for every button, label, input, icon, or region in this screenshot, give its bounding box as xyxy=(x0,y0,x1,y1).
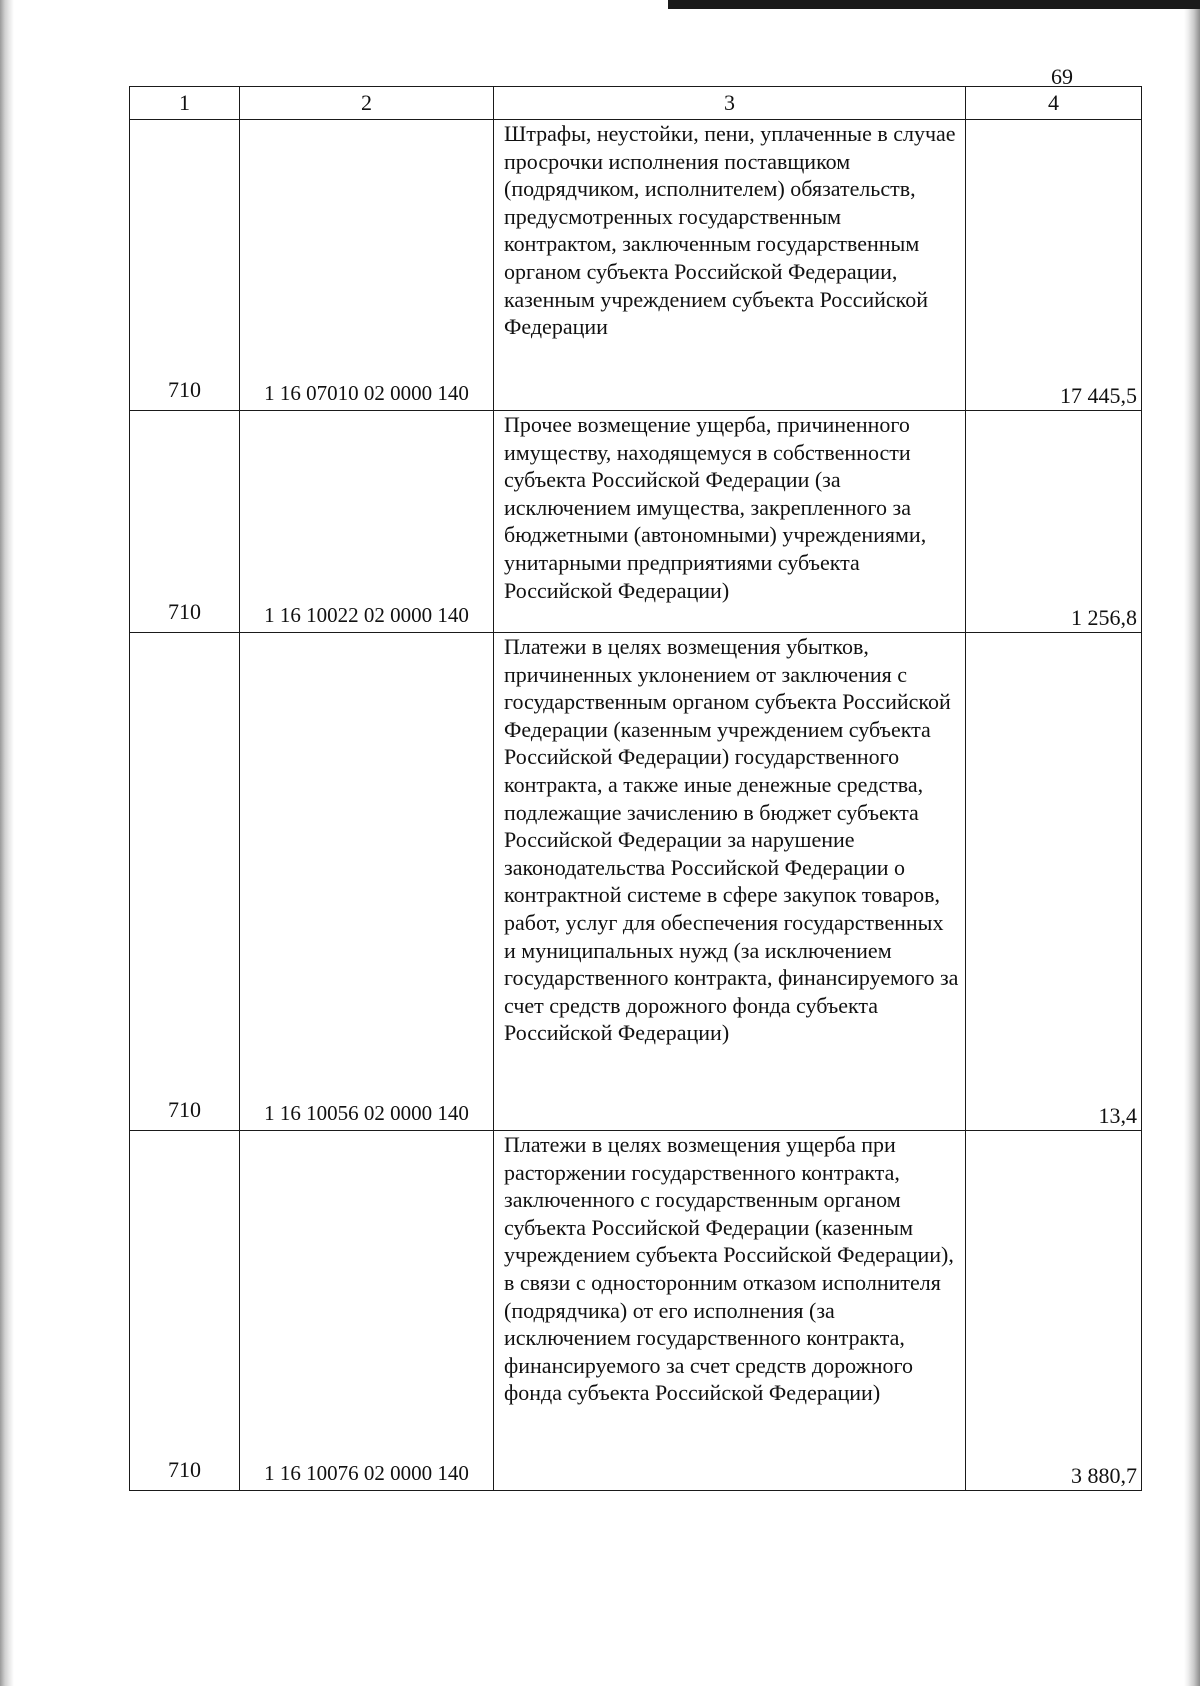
column-header-4: 4 xyxy=(966,87,1142,120)
table-row xyxy=(130,1131,1142,1491)
admin-code-cell: 710 xyxy=(130,633,240,1131)
budget-code-cell: 1 16 10076 02 0000 140 xyxy=(240,1131,494,1491)
admin-code-cell: 710 xyxy=(130,120,240,411)
amount-cell: 17 445,5 xyxy=(966,120,1142,411)
column-header-1: 1 xyxy=(130,87,240,120)
amount-cell: 13,4 xyxy=(966,633,1142,1131)
revenue-name-cell: Платежи в целях возмещения убытков, причиненных уклонением от заключения с государственным органом субъекта Российской Федерации (казенным учреждением субъекта Российской Федерации) государственного контракта, а также иные денежные средства, подлежащие зачислению в бюджет субъекта Российской Федерации за нарушение законодательства Российской Федерации о контрактной системе в сфере закупок товаров, работ, услуг для обеспечения государственных и муниципальных нужд (за исключением государственного контракта, финансируемого за счет средств дорожного фонда субъекта Российской Федерации) xyxy=(494,633,966,1131)
amount-cell: 1 256,8 xyxy=(966,411,1142,633)
admin-code-cell: 710 xyxy=(130,411,240,633)
scan-top-bar xyxy=(668,0,1200,9)
table-row xyxy=(130,411,1142,633)
revenue-table xyxy=(129,86,1142,1491)
budget-code-cell: 1 16 07010 02 0000 140 xyxy=(240,120,494,411)
revenue-name-cell: Штрафы, неустойки, пени, уплаченные в случае просрочки исполнения поставщиком (подрядчиком, исполнителем) обязательств, предусмотренных государственным контрактом, заключенным государственным органом субъекта Российской Федерации, казенным учреждением субъекта Российской Федерации xyxy=(494,120,966,411)
revenue-name-cell: Платежи в целях возмещения ущерба при расторжении государственного контракта, заключенного с государственным органом субъекта Российской Федерации (казенным учреждением субъекта Российской Федерации), в связи с односторонним отказом исполнителя (подрядчика) от его исполнения (за исключением государственного контракта, финансируемого за счет средств дорожного фонда субъекта Российской Федерации) xyxy=(494,1131,966,1491)
admin-code-cell: 710 xyxy=(130,1131,240,1491)
budget-code-cell: 1 16 10056 02 0000 140 xyxy=(240,633,494,1131)
scan-edge-left xyxy=(0,0,14,1686)
table-header-row xyxy=(130,87,1142,120)
table-row xyxy=(130,633,1142,1131)
column-header-2: 2 xyxy=(240,87,494,120)
revenue-name-cell: Прочее возмещение ущерба, причиненного имуществу, находящемуся в собственности субъекта Российской Федерации (за исключением имущества, закрепленного за бюджетными (автономными) учреждениями, унитарными предприятиями субъекта Российской Федерации) xyxy=(494,411,966,633)
scan-edge-right xyxy=(1184,0,1200,1686)
column-header-3: 3 xyxy=(494,87,966,120)
budget-code-cell: 1 16 10022 02 0000 140 xyxy=(240,411,494,633)
page-number: 69 xyxy=(1051,64,1073,89)
amount-cell: 3 880,7 xyxy=(966,1131,1142,1491)
table-row xyxy=(130,120,1142,411)
